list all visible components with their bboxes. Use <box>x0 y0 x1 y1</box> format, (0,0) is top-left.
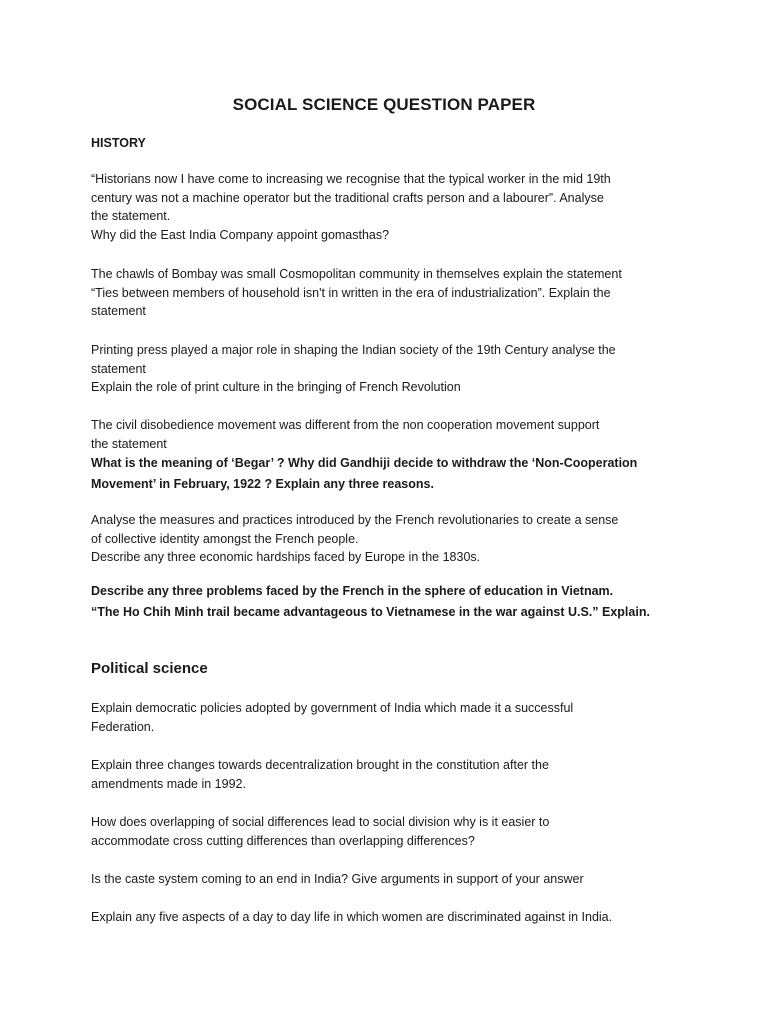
section-heading-political-science: Political science <box>91 660 208 677</box>
question-text-line: “Historians now I have come to increasing we recognise that the typical worker in the mid 19th <box>91 172 611 186</box>
question-text-line-bold: Movement’ in February, 1922 ? Explain any three reasons. <box>91 477 434 491</box>
question-text-line: of collective identity amongst the French people. <box>91 531 359 546</box>
question-text-line: amendments made in 1992. <box>91 776 246 791</box>
history-question-2 <box>91 265 691 321</box>
political-question-4 <box>91 870 691 889</box>
question-text-line: Describe any three economic hardships faced by Europe in the 1830s. <box>91 550 481 564</box>
history-question-3 <box>91 341 691 397</box>
question-text-line: statement <box>91 304 146 318</box>
history-question-6 <box>91 581 691 623</box>
question-text-line: Analyse the measures and practices introduced by the French revolutionaries to create a sense <box>91 513 619 527</box>
question-text-line: statement <box>91 361 146 376</box>
political-question-3 <box>91 813 691 850</box>
question-text-line: Printing press played a major role in shaping the Indian society of the 19th Century analyse the <box>91 343 616 357</box>
question-text-line: the statement <box>91 436 167 451</box>
political-question-1 <box>91 699 691 736</box>
question-text-line: Is the caste system coming to an end in India? Give arguments in support of your answer <box>91 872 584 886</box>
question-text-line: accommodate cross cutting differences than overlapping differences? <box>91 833 475 848</box>
question-text-line: Explain any five aspects of a day to day life in which women are discriminated against in India. <box>91 910 613 924</box>
question-text-line: The chawls of Bombay was small Cosmopolitan community in themselves explain the statement <box>91 267 622 281</box>
political-question-2 <box>91 756 691 793</box>
question-text-line: century was not a machine operator but the traditional crafts person and a labourer”. Analyse <box>91 190 604 205</box>
question-text-line: Explain three changes towards decentralization brought in the constitution after the <box>91 758 549 772</box>
history-question-5 <box>91 511 691 567</box>
question-text-line: Explain democratic policies adopted by government of India which made it a successful <box>91 701 574 715</box>
question-text-line-bold: What is the meaning of ‘Begar’ ? Why did Gandhiji decide to withdraw the ‘Non-Cooperation <box>91 456 638 470</box>
section-heading-history: HISTORY <box>91 136 146 150</box>
question-text-line-bold: Describe any three problems faced by the French in the sphere of education in Vietnam. <box>91 584 614 598</box>
question-text-line: The civil disobedience movement was different from the non cooperation movement support <box>91 418 600 432</box>
history-question-1 <box>91 170 691 244</box>
history-question-4 <box>91 416 691 495</box>
question-text-line-bold: “The Ho Chih Minh trail became advantageous to Vietnamese in the war against U.S.” Explain. <box>91 605 650 619</box>
page-title: SOCIAL SCIENCE QUESTION PAPER <box>232 95 536 114</box>
political-question-5 <box>91 908 691 927</box>
question-text-line: “Ties between members of household isn't in written in the era of industrialization”. Explain the <box>91 285 611 300</box>
question-text-line: the statement. <box>91 209 171 223</box>
question-text-line: Why did the East India Company appoint gomasthas? <box>91 227 390 242</box>
question-text-line: How does overlapping of social differences lead to social division why is it easier to <box>91 815 550 829</box>
question-text-line: Federation. <box>91 719 155 734</box>
question-text-line: Explain the role of print culture in the bringing of French Revolution <box>91 380 461 394</box>
